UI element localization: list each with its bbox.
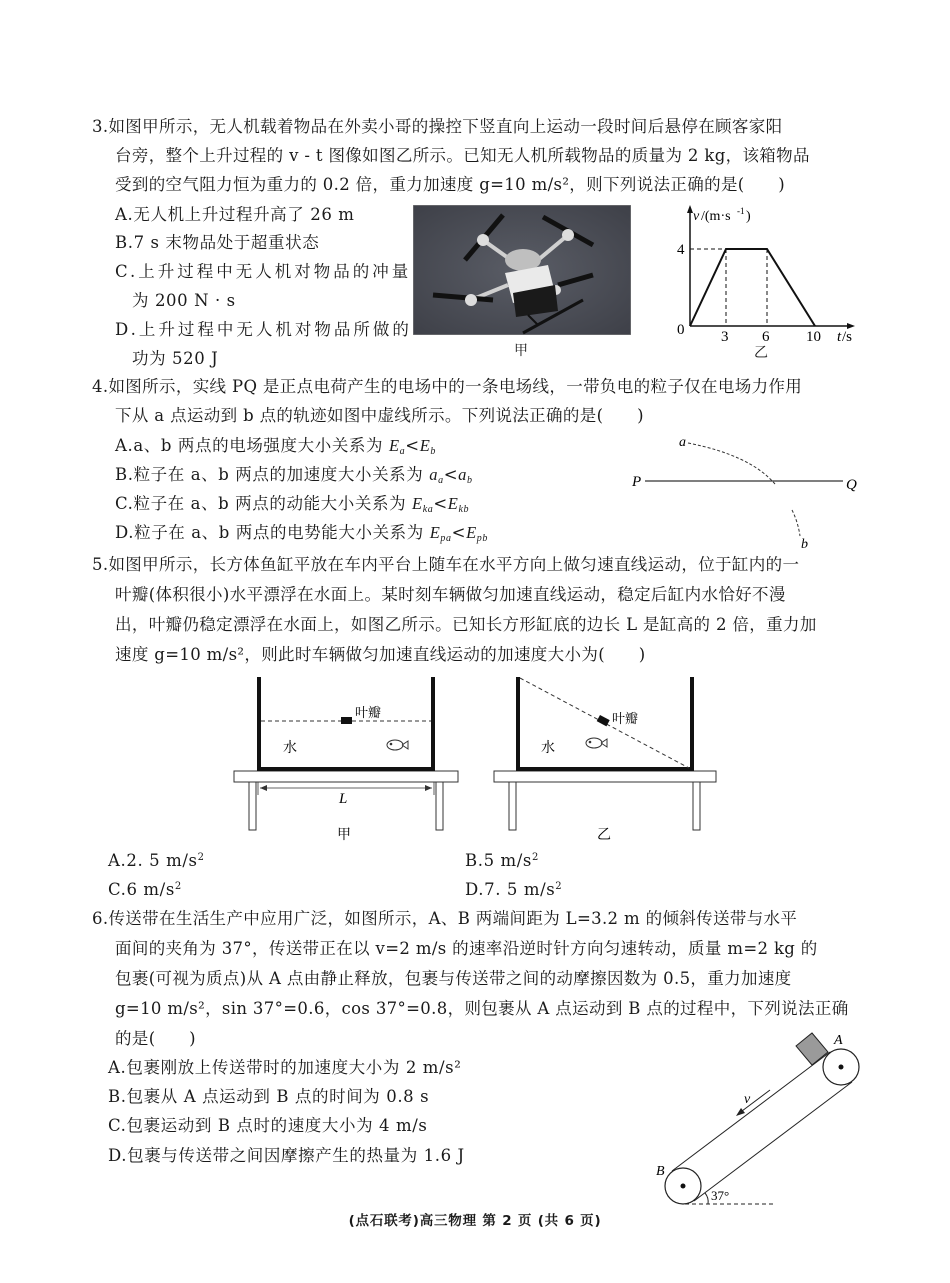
fish-tank-jia [225,670,470,845]
vt-chart-svg [660,198,870,363]
fish-icon [586,738,607,748]
svg-text:叶瓣: 叶瓣 [355,705,382,720]
svg-text:乙: 乙 [597,828,611,843]
svg-text:A: A [834,1033,843,1048]
q5-stem-line-1: 5.如图甲所示，长方体鱼缸平放在车内平台上随车在水平方向上做匀速直线运动，位于缸内的一 [92,555,800,574]
q4-option-d: D.粒子在 a、b 两点的电势能大小关系为 $E_{pa}<E_{pb}$ [115,523,488,544]
svg-text:a: a [679,435,686,450]
drone-photo [413,205,631,335]
q3-stem-line-3: 受到的空气阻力恒为重力的 0.2 倍，重力加速度 g=10 m/s²，则下列说法正确的是( ) [115,175,786,194]
q3-option-c-cont: 为 200 N · s [132,291,236,310]
svg-text:b: b [801,537,808,552]
svg-text:37°: 37° [711,1188,730,1203]
svg-text:v: v [744,1092,751,1107]
q6-option-b: B.包裹从 A 点运动到 B 点的时间为 0.8 s [108,1087,430,1106]
svg-text:P: P [632,474,642,490]
q6-option-c: C.包裹运动到 B 点时的速度大小为 4 m/s [108,1116,428,1135]
q6-stem-line-3: 包裹(可视为质点)从 A 点由静止释放，包裹与传送带之间的动摩擦因数为 0.5，重力加速度 [115,969,792,988]
svg-text:-1: -1 [737,206,745,216]
drone-photo-icon [413,205,631,335]
electric-field-diagram [620,430,870,560]
svg-text:v: v [693,209,700,224]
svg-text:Q: Q [846,477,857,493]
svg-text:4: 4 [677,242,685,258]
q3-number: 3. [92,117,109,136]
q4-option-b: B.粒子在 a、b 两点的加速度大小关系为 $a_a<a_b$ [115,465,473,486]
q5-stem-line-4: 速度 g=10 m/s²，则此时车辆做匀加速直线运动的加速度大小为( ) [115,645,646,664]
svg-text:水: 水 [541,741,555,756]
q6-option-a: A.包裹刚放上传送带时的加速度大小为 2 m/s² [108,1058,462,1077]
q3-stem-line-1: 3.如图甲所示，无人机载着物品在外卖小哥的操控下竖直向上运动一段时间后悬停在顾客家阳 [92,117,783,136]
q6-stem-line-2: 面间的夹角为 37°，传送带正在以 v=2 m/s 的速率沿逆时针方向匀速转动，质量 m=2 kg 的 [115,939,818,958]
svg-text:/s: /s [842,329,853,345]
svg-text:叶瓣: 叶瓣 [612,711,639,726]
q5-option-d: D.7. 5 $m/s^2$ [465,880,563,899]
q6-stem-line-1: 6.传送带在生活生产中应用广泛，如图所示，A、B 两端间距为 L=3.2 m 的倾斜传送带与水平 [92,909,798,928]
q4-stem-line-1: 4.如图所示，实线 PQ 是正点电荷产生的电场中的一条电场线，一带负电的粒子仅在电场力作用 [92,377,803,396]
q3-option-b: B.7 s 末物品处于超重状态 [115,233,320,252]
q3-option-d-cont: 功为 520 J [132,349,219,368]
q3-option-c: C.上升过程中无人机对物品的冲量 [115,262,412,281]
q5-option-a: A.2. 5 $m/s^2$ [108,851,205,870]
q4-stem-line-2: 下从 a 点运动到 b 点的轨迹如图中虚线所示。下列说法正确的是( ) [115,406,644,425]
svg-text:): ) [746,209,751,224]
package-icon [796,1033,828,1065]
svg-text:水: 水 [283,741,297,756]
fish-tank-yi [490,670,725,845]
conveyor-belt-diagram [640,1020,880,1215]
q5-option-c: C.6 $m/s^2$ [108,880,182,899]
q4-option-a: A.a、b 两点的电场强度大小关系为 $E_a<E_b$ [115,436,436,457]
vt-chart [660,198,870,363]
q4-option-c: C.粒子在 a、b 两点的动能大小关系为 $E_{ka}<E_{kb}$ [115,494,470,515]
q3-stem-line-2: 台旁，整个上升过程的 v - t 图像如图乙所示。已知无人机所载物品的质量为 2 kg，该箱物品 [115,146,810,165]
q3-option-a: A.无人机上升过程升高了 26 m [115,205,355,224]
svg-text:t: t [837,329,842,345]
page-footer: (点石联考)高三物理 第 2 页 (共 6 页) [348,1213,602,1229]
q3-option-d: D.上升过程中无人机对物品所做的 [115,320,412,339]
figure-jia-caption: 甲 [514,343,528,359]
q5-option-b: B.5 $m/s^2$ [465,851,539,870]
svg-text:L: L [339,791,348,807]
figure-yi-caption: 乙 [754,345,768,361]
svg-text:/(m·s: /(m·s [701,209,731,224]
svg-text:10: 10 [806,329,821,345]
svg-text:0: 0 [677,322,685,338]
q5-stem-line-2: 叶瓣(体积很小)水平漂浮在水面上。某时刻车辆做匀加速直线运动，稳定后缸内水恰好不漫 [115,585,786,604]
fish-icon [387,740,408,750]
svg-text:甲: 甲 [337,828,351,843]
q6-stem-line-5: 的是( ) [115,1029,196,1048]
q5-stem-line-3: 出，叶瓣仍稳定漂浮在水面上，如图乙所示。已知长方形缸底的边长 L 是缸高的 2 倍，重力加 [115,615,817,634]
svg-text:3: 3 [721,329,729,345]
q6-option-d: D.包裹与传送带之间因摩擦产生的热量为 1.6 J [108,1146,465,1165]
svg-text:B: B [656,1164,665,1179]
svg-text:6: 6 [762,329,770,345]
q6-stem-line-4: g=10 m/s²，sin 37°=0.6，cos 37°=0.8，则包裹从 A 点运动到 B 点的过程中，下列说法正确 [115,999,849,1018]
